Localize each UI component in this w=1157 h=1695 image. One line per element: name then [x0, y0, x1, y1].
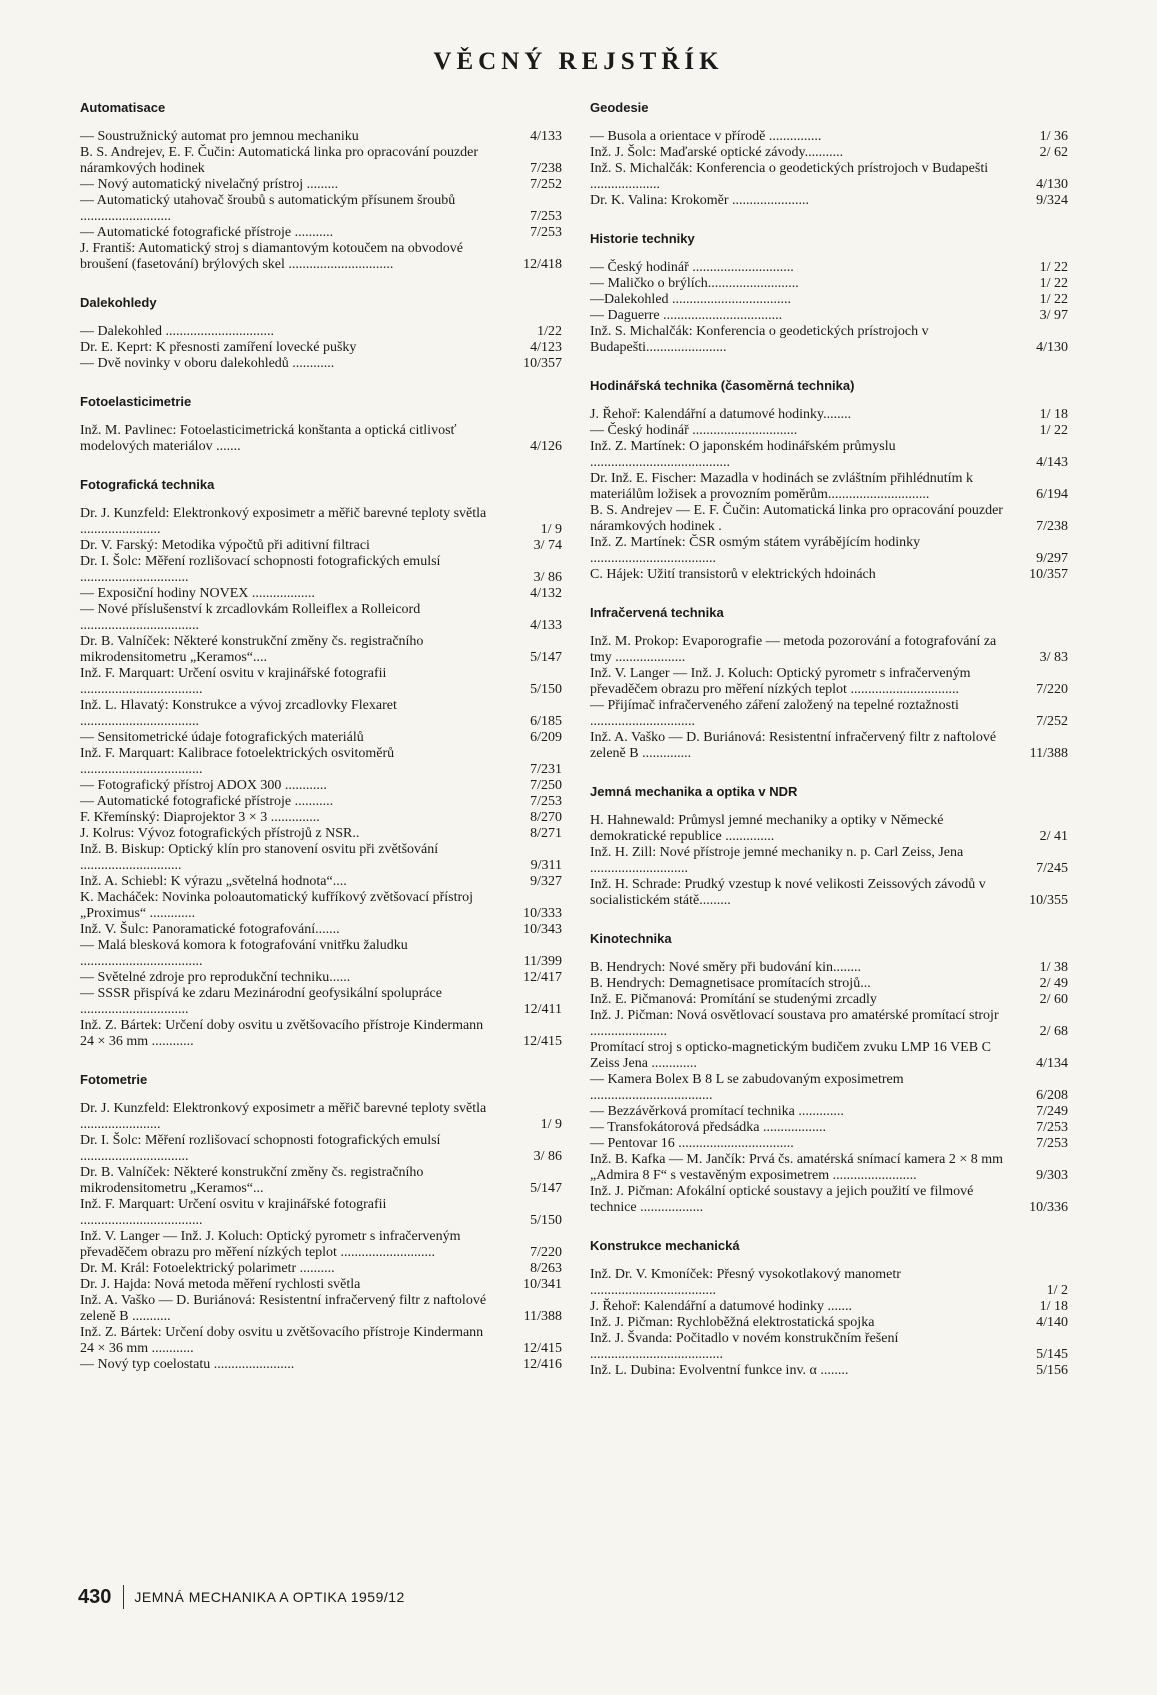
entry-page: 10/357	[1029, 567, 1068, 582]
entry-page: 4/134	[1036, 1056, 1068, 1071]
entry-page: 4/140	[1036, 1315, 1068, 1330]
entry-text: — Český hodinář ..............................	[590, 423, 798, 438]
entry-page: 6/209	[530, 730, 562, 745]
entry-page: 8/263	[530, 1261, 562, 1276]
entry-page: 3/ 97	[1039, 308, 1068, 323]
entry-page: 7/253	[1036, 1136, 1068, 1151]
entry-text: — Soustružnický automat pro jemnou mechaniku	[80, 129, 359, 144]
index-entry	[590, 567, 1068, 583]
entry-page: 4/133	[530, 129, 562, 144]
entry-page: 7/231	[530, 762, 562, 777]
index-entry	[80, 842, 562, 874]
index-entry	[80, 794, 562, 810]
index-section	[80, 100, 562, 273]
entry-page: 9/297	[1036, 551, 1068, 566]
entry-page: 7/250	[530, 778, 562, 793]
entry-page: 5/145	[1036, 1347, 1068, 1362]
entry-page: 9/311	[530, 858, 562, 873]
index-entry	[590, 960, 1068, 976]
entry-page: 10/357	[523, 356, 562, 371]
entry-page: 2/ 62	[1039, 145, 1068, 160]
entry-page: 3/ 83	[1039, 650, 1068, 665]
entry-text: Dr. I. Šolc: Měření rozlišovací schopnosti fotografických emulsí ...............................	[80, 1133, 441, 1164]
entry-text: Inž. F. Marquart: Kalibrace fotoelektrických osvitoměrů ...................................	[80, 746, 395, 777]
entry-page: 1/ 22	[1039, 292, 1068, 307]
entry-text: — Dvě novinky v oboru dalekohledů ............	[80, 356, 335, 371]
entry-text: — Český hodinář .............................	[590, 260, 794, 275]
entry-text: — Malá blesková komora k fotografování vnitřku žaludku ...................................	[80, 938, 408, 969]
section-heading: Kinotechnika	[590, 931, 672, 946]
entry-page: 1/ 2	[1046, 1283, 1068, 1298]
entry-page: 2/ 68	[1039, 1024, 1068, 1039]
index-entry	[590, 698, 1068, 730]
index-entry	[80, 746, 562, 778]
index-entry	[590, 1152, 1068, 1184]
entry-page: 8/271	[530, 826, 562, 841]
entry-page: 1/ 22	[1039, 260, 1068, 275]
entry-text: — Přijímač infračerveného záření založený na tepelné roztažnosti ..............................	[590, 698, 959, 729]
entry-text: F. Křemínský: Diaprojektor 3 × 3 ..............	[80, 810, 320, 825]
entry-text: Inž. V. Langer — Inž. J. Koluch: Optický pyrometr s infračerveným převaděčem obrazu pro měření nízkých teplot ...........................	[80, 1229, 461, 1260]
entry-page: 4/130	[1036, 340, 1068, 355]
index-entry	[590, 1104, 1068, 1120]
entry-page: 1/ 18	[1039, 407, 1068, 422]
entry-text: B. Hendrych: Demagnetisace promítacích strojů...	[590, 976, 871, 991]
index-entry	[590, 423, 1068, 439]
index-section	[80, 477, 562, 1050]
index-entry	[590, 129, 1068, 145]
entry-text: —Dalekohled ..................................	[590, 292, 792, 307]
page-number: 430	[78, 1585, 112, 1608]
entry-text: Inž. A. Vaško — D. Buriánová: Resistentní infračervený filtr z naftolové zeleně B ..............	[590, 730, 997, 761]
entry-text: Inž. B. Biskup: Optický klín pro stanovení osvitu při zvětšování .............................	[80, 842, 439, 873]
entry-page: 2/ 60	[1039, 992, 1068, 1007]
index-entry	[590, 161, 1068, 193]
entry-text: Inž. L. Dubina: Evolventní funkce inv. α ........	[590, 1363, 849, 1378]
entry-page: 6/208	[1036, 1088, 1068, 1103]
index-entry	[80, 1277, 562, 1293]
index-entry	[80, 554, 562, 586]
entry-text: — Exposiční hodiny NOVEX ..................	[80, 586, 315, 601]
entry-text: Dr. E. Keprt: K přesnosti zamíření lovecké pušky	[80, 340, 357, 355]
entry-page: 5/147	[530, 1181, 562, 1196]
entry-text: B. Hendrych: Nové směry při budování kin........	[590, 960, 862, 975]
entry-page: 11/388	[523, 1309, 562, 1324]
entry-text: Inž. E. Pičmanová: Promítání se studenými zrcadly	[590, 992, 877, 1007]
entry-text: Inž. Z. Bártek: Určení doby osvitu u zvětšovacího přístroje Kindermann 24 × 36 mm ............	[80, 1325, 484, 1356]
section-heading: Fotografická technika	[80, 477, 215, 492]
index-entry	[590, 1267, 1068, 1299]
entry-page: 12/416	[523, 1357, 562, 1372]
entry-page: 1/ 36	[1039, 129, 1068, 144]
entry-text: Dr. Inž. E. Fischer: Mazadla v hodinách se zvláštním přihlédnutím k materiálům ložisek a provozním poměrům.............................	[590, 471, 973, 502]
index-section	[80, 1072, 562, 1373]
index-entry	[590, 471, 1068, 503]
entry-text: — Automatické fotografické přístroje ...........	[80, 225, 334, 240]
entry-page: 9/324	[1036, 193, 1068, 208]
entry-text: Inž. Z. Martínek: ČSR osmým státem vyrábějícím hodinky ....................................	[590, 535, 921, 566]
entry-text: Inž. Dr. V. Kmoníček: Přesný vysokotlakový manometr ....................................	[590, 1267, 901, 1298]
index-section	[590, 784, 1068, 909]
index-entry	[590, 503, 1068, 535]
index-section	[590, 1238, 1068, 1379]
entry-text: — Fotografický přístroj ADOX 300 ............	[80, 778, 327, 793]
entry-page: 12/418	[523, 257, 562, 272]
entry-text: Inž. S. Michalčák: Konferencia o geodetických prístrojoch v Budapešti ....................	[590, 161, 989, 192]
entry-page: 10/355	[1029, 893, 1068, 908]
index-entry	[590, 1040, 1068, 1072]
entry-text: Dr. M. Král: Fotoelektrický polarimetr ..........	[80, 1261, 335, 1276]
section-heading: Jemná mechanika a optika v NDR	[590, 784, 798, 799]
entry-text: Inž. M. Prokop: Evaporografie — metoda pozorování a fotografování za tmy ....................	[590, 634, 997, 665]
entry-page: 5/156	[1036, 1363, 1068, 1378]
entry-text: Inž. A. Vaško — D. Buriánová: Resistentní infračervený filtr z naftolové zeleně B ...........	[80, 1293, 487, 1324]
index-entry	[590, 1184, 1068, 1216]
entry-text: Inž. F. Marquart: Určení osvitu v krajinářské fotografii ...................................	[80, 666, 387, 697]
entry-text: — Transfokátorová předsádka ..................	[590, 1120, 827, 1135]
section-heading: Hodinářská technika (časoměrná technika)	[590, 378, 855, 393]
entry-text: Inž. F. Marquart: Určení osvitu v krajinářské fotografii ...................................	[80, 1197, 387, 1228]
section-heading: Historie techniky	[590, 231, 695, 246]
entry-text: B. S. Andrejev — E. F. Čučin: Automatická linka pro opracování pouzder náramkových hodinek .	[590, 503, 1003, 534]
entry-page: 6/185	[530, 714, 562, 729]
entry-text: K. Macháček: Novinka poloautomatický kufříkový zvětšovací přístroj „Proximus“ .............	[80, 890, 474, 921]
entry-page: 3/ 86	[533, 570, 562, 585]
entry-text: — Busola a orientace v přírodě ...............	[590, 129, 822, 144]
entry-text: — Sensitometrické údaje fotografických materiálů	[80, 730, 364, 745]
index-section	[80, 394, 562, 455]
entry-page: 4/130	[1036, 177, 1068, 192]
entry-text: — Automatické fotografické přístroje ...........	[80, 794, 334, 809]
entry-text: Inž. J. Pičman: Rychloběžná elektrostatická spojka	[590, 1315, 875, 1330]
entry-page: 1/ 22	[1039, 423, 1068, 438]
entry-text: Promítací stroj s opticko-magnetickým budičem zvuku LMP 16 VEB C Zeiss Jena .............	[590, 1040, 991, 1071]
index-entry	[80, 586, 562, 602]
entry-page: 10/343	[523, 922, 562, 937]
index-entry	[590, 1136, 1068, 1152]
entry-text: H. Hahnewald: Průmysl jemné mechaniky a optiky v Německé demokratické republice ..............	[590, 813, 944, 844]
index-entry	[590, 666, 1068, 698]
entry-page: 9/303	[1036, 1168, 1068, 1183]
index-entry	[80, 826, 562, 842]
entry-page: 1/22	[537, 324, 562, 339]
section-heading: Konstrukce mechanická	[590, 1238, 740, 1253]
index-entry	[590, 1315, 1068, 1331]
entry-text: C. Hájek: Užití transistorů v elektrických hdoinách	[590, 567, 876, 582]
entry-text: — Maličko o brýlích..........................	[590, 276, 799, 291]
entry-text: — Dalekohled ...............................	[80, 324, 275, 339]
entry-text: B. S. Andrejev, E. F. Čučin: Automatická linka pro opracování pouzder náramkových hodinek	[80, 145, 479, 176]
entry-page: 7/252	[530, 177, 562, 192]
index-entry	[80, 810, 562, 826]
index-entry	[590, 1299, 1068, 1315]
index-entry	[80, 666, 562, 698]
section-heading: Infračervená technika	[590, 605, 724, 620]
entry-page: 9/327	[530, 874, 562, 889]
entry-text: Inž. Z. Martínek: O japonském hodinářském průmyslu ........................................	[590, 439, 896, 470]
right-column	[590, 100, 1068, 1401]
index-entry	[80, 922, 562, 938]
entry-page: 4/132	[530, 586, 562, 601]
entry-text: Dr. V. Farský: Metodika výpočtů při aditivní filtraci	[80, 538, 370, 553]
index-section	[590, 931, 1068, 1216]
index-section	[80, 295, 562, 372]
index-entry	[80, 1261, 562, 1277]
index-entry	[80, 890, 562, 922]
entry-text: J. Františ: Automatický stroj s diamantovým kotoučem na obvodové broušení (fasetování) brýlových skel ..............................	[80, 241, 464, 272]
entry-page: 7/252	[1036, 714, 1068, 729]
entry-text: — Automatický utahovač šroubů s automatickým přísunem šroubů ..........................	[80, 193, 456, 224]
index-entry	[590, 634, 1068, 666]
entry-page: 12/411	[523, 1002, 562, 1017]
entry-text: Dr. B. Valníček: Některé konstrukční změny čs. registračního mikrodensitometru „Keramos“...	[80, 1165, 424, 1196]
index-entry	[590, 976, 1068, 992]
entry-text: Inž. H. Schrade: Prudký vzestup k nové velikosti Zeissových závodů v socialistickém státě.........	[590, 877, 986, 908]
index-entry	[80, 538, 562, 554]
entry-text: — Daguerre ..................................	[590, 308, 783, 323]
entry-text: Inž. B. Kafka — M. Jančík: Prvá čs. amatérská snímací kamera 2 × 8 mm „Admira 8 F“ s vestavěným exposimetrem ........................	[590, 1152, 1003, 1183]
entry-text: Dr. K. Valina: Krokoměr ......................	[590, 193, 810, 208]
entry-text: Inž. S. Michalčák: Konferencia o geodetických prístrojoch v Budapešti.......................	[590, 324, 929, 355]
index-entry	[590, 292, 1068, 308]
entry-text: Dr. I. Šolc: Měření rozlišovací schopnosti fotografických emulsí ...............................	[80, 554, 441, 585]
entry-text: — SSSR přispívá ke zdaru Mezinárodní geofysikální spolupráce ...............................	[80, 986, 442, 1017]
index-entry	[590, 276, 1068, 292]
index-entry	[590, 992, 1068, 1008]
entry-text: Dr. B. Valníček: Některé konstrukční změny čs. registračního mikrodensitometru „Keramos“....	[80, 634, 424, 665]
index-entry	[80, 1197, 562, 1229]
entry-page: 1/ 18	[1039, 1299, 1068, 1314]
index-entry	[590, 260, 1068, 276]
entry-page: 6/194	[1036, 487, 1068, 502]
index-entry	[80, 1293, 562, 1325]
index-entry	[80, 1357, 562, 1373]
footer-divider	[123, 1585, 124, 1609]
index-entry	[80, 874, 562, 890]
entry-page: 4/123	[530, 340, 562, 355]
section-heading: Automatisace	[80, 100, 166, 115]
page-footer	[78, 1585, 405, 1609]
entry-page: 10/336	[1029, 1200, 1068, 1215]
entry-page: 4/126	[530, 439, 562, 454]
index-entry	[590, 439, 1068, 471]
entry-text: Inž. L. Hlavatý: Konstrukce a vývoj zrcadlovky Flexaret ..................................	[80, 698, 397, 729]
index-entry	[590, 845, 1068, 877]
index-entry	[590, 1120, 1068, 1136]
index-entry	[80, 698, 562, 730]
entry-text: Inž. A. Schiebl: K výrazu „světelná hodnota“....	[80, 874, 347, 889]
section-heading: Fotoelasticimetrie	[80, 394, 192, 409]
index-entry	[590, 145, 1068, 161]
index-section	[590, 100, 1068, 209]
entry-page: 7/249	[1036, 1104, 1068, 1119]
entry-text: Dr. J. Kunzfeld: Elektronkový exposimetr a měřič barevné teploty světla .......................	[80, 506, 487, 537]
index-entry	[590, 193, 1068, 209]
entry-text: J. Kolrus: Vývoz fotografických přístrojů z NSR..	[80, 826, 360, 841]
index-entry	[590, 1072, 1068, 1104]
journal-name: JEMNÁ MECHANIKA A OPTIKA 1959/12	[134, 1589, 405, 1605]
entry-page: 5/150	[530, 1213, 562, 1228]
index-entry	[590, 813, 1068, 845]
entry-text: Inž. H. Zill: Nové přístroje jemné mechaniky n. p. Carl Zeiss, Jena ............................	[590, 845, 964, 876]
index-entry	[80, 241, 562, 273]
entry-page: 4/143	[1036, 455, 1068, 470]
entry-text: — Pentovar 16 .................................	[590, 1136, 794, 1151]
entry-page: 7/253	[530, 794, 562, 809]
index-entry	[80, 634, 562, 666]
entry-page: 7/253	[1036, 1120, 1068, 1135]
entry-page: 7/253	[530, 209, 562, 224]
index-entry	[80, 129, 562, 145]
index-entry	[80, 1018, 562, 1050]
index-entry	[80, 193, 562, 225]
index-entry	[590, 535, 1068, 567]
entry-text: — Nový automatický nivelačný prístroj .........	[80, 177, 339, 192]
index-entry	[80, 1165, 562, 1197]
index-entry	[80, 145, 562, 177]
entry-page: 2/ 49	[1039, 976, 1068, 991]
entry-page: 2/ 41	[1039, 829, 1068, 844]
index-entry	[80, 1325, 562, 1357]
entry-page: 7/238	[1036, 519, 1068, 534]
left-column	[80, 100, 562, 1395]
index-entry	[80, 1101, 562, 1133]
index-entry	[80, 730, 562, 746]
entry-text: Inž. M. Pavlinec: Fotoelasticimetrická konštanta a optická citlivosť modelových materiálov .......	[80, 423, 457, 454]
entry-text: Inž. J. Pičman: Nová osvětlovací soustava pro amatérské promítací strojr ......................	[590, 1008, 999, 1039]
index-entry	[590, 324, 1068, 356]
index-entry	[80, 506, 562, 538]
entry-page: 1/ 22	[1039, 276, 1068, 291]
index-entry	[590, 1008, 1068, 1040]
index-entry	[590, 877, 1068, 909]
index-entry	[590, 1363, 1068, 1379]
entry-text: Inž. Z. Bártek: Určení doby osvitu u zvětšovacího přístroje Kindermann 24 × 36 mm ............	[80, 1018, 484, 1049]
entry-page: 11/388	[1029, 746, 1068, 761]
entry-page: 7/220	[530, 1245, 562, 1260]
index-section	[590, 231, 1068, 356]
index-section	[590, 605, 1068, 762]
entry-page: 1/ 9	[540, 522, 562, 537]
entry-text: J. Řehoř: Kalendářní a datumové hodinky .......	[590, 1299, 853, 1314]
entry-page: 7/253	[530, 225, 562, 240]
index-entry	[590, 407, 1068, 423]
entry-page: 12/415	[523, 1341, 562, 1356]
index-entry	[80, 970, 562, 986]
entry-page: 1/ 38	[1039, 960, 1068, 975]
entry-text: Dr. J. Hajda: Nová metoda měření rychlosti světla	[80, 1277, 361, 1292]
index-entry	[80, 778, 562, 794]
entry-text: Inž. V. Langer — Inž. J. Koluch: Optický pyrometr s infračerveným převaděčem obrazu pro měření nízkých teplot ...............................	[590, 666, 971, 697]
entry-text: Inž. J. Šolc: Maďarské optické závody...........	[590, 145, 844, 160]
entry-page: 3/ 74	[533, 538, 562, 553]
entry-page: 12/417	[523, 970, 562, 985]
index-entry	[80, 225, 562, 241]
entry-page: 8/270	[530, 810, 562, 825]
index-entry	[80, 324, 562, 340]
index-entry	[590, 1331, 1068, 1363]
entry-page: 11/399	[523, 954, 562, 969]
index-entry	[590, 730, 1068, 762]
index-entry	[80, 1133, 562, 1165]
section-heading: Dalekohledy	[80, 295, 157, 310]
entry-page: 7/238	[530, 161, 562, 176]
entry-text: — Kamera Bolex B 8 L se zabudovaným exposimetrem ...................................	[590, 1072, 904, 1103]
index-entry	[80, 986, 562, 1018]
entry-text: J. Řehoř: Kalendářní a datumové hodinky........	[590, 407, 852, 422]
entry-text: — Nový typ coelostatu .......................	[80, 1357, 295, 1372]
index-entry	[590, 308, 1068, 324]
entry-page: 5/150	[530, 682, 562, 697]
entry-text: Inž. J. Pičman: Afokální optické soustavy a jejich použití ve filmové technice ..................	[590, 1184, 974, 1215]
entry-page: 7/220	[1036, 682, 1068, 697]
section-heading: Fotometrie	[80, 1072, 148, 1087]
entry-text: — Nové příslušenství k zrcadlovkám Rolleiflex a Rolleicord ..................................	[80, 602, 421, 633]
index-entry	[80, 340, 562, 356]
index-entry	[80, 1229, 562, 1261]
entry-text: Dr. J. Kunzfeld: Elektronkový exposimetr a měřič barevné teploty světla .......................	[80, 1101, 487, 1132]
page-title: VĚCNÝ REJSTŘÍK	[433, 48, 724, 75]
index-entry	[80, 938, 562, 970]
entry-page: 4/133	[530, 618, 562, 633]
index-entry	[80, 177, 562, 193]
entry-page: 7/245	[1036, 861, 1068, 876]
entry-page: 10/333	[523, 906, 562, 921]
entry-page: 5/147	[530, 650, 562, 665]
entry-page: 10/341	[523, 1277, 562, 1292]
entry-text: Inž. J. Švanda: Počitadlo v novém konstrukčním řešení ......................................	[590, 1331, 899, 1362]
entry-text: — Bezzávěrková promítací technika .............	[590, 1104, 844, 1119]
index-entry	[80, 423, 562, 455]
index-entry	[80, 356, 562, 372]
entry-text: Inž. V. Šulc: Panoramatické fotografování.......	[80, 922, 340, 937]
entry-page: 12/415	[523, 1034, 562, 1049]
entry-text: — Světelné zdroje pro reprodukční techniku......	[80, 970, 351, 985]
section-heading: Geodesie	[590, 100, 649, 115]
index-entry	[80, 602, 562, 634]
index-section	[590, 378, 1068, 583]
entry-page: 3/ 86	[533, 1149, 562, 1164]
entry-page: 1/ 9	[540, 1117, 562, 1132]
